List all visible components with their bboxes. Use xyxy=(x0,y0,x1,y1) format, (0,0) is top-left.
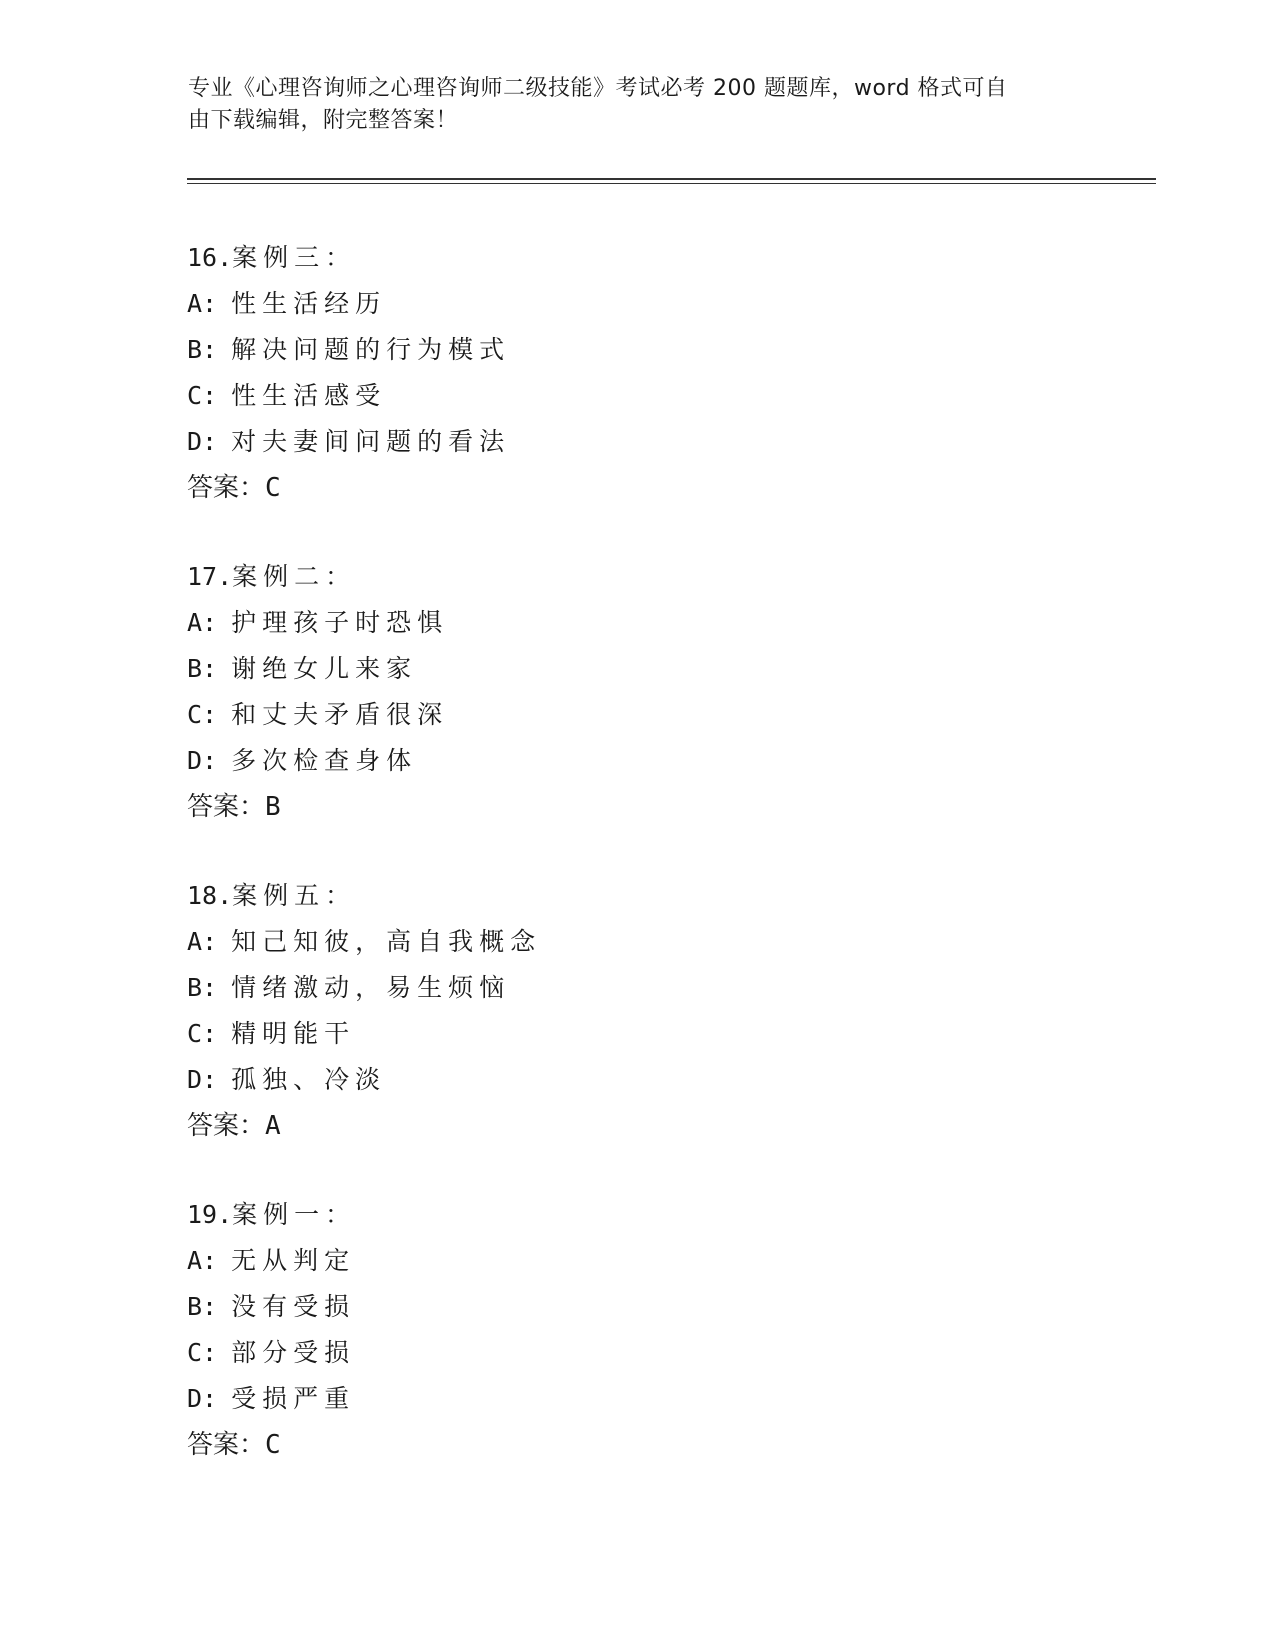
option-b xyxy=(187,327,1087,373)
option-text: 谢绝女儿来家 xyxy=(231,654,418,683)
option-letter: B: xyxy=(187,654,218,683)
option-c xyxy=(187,692,1087,738)
option-letter: A: xyxy=(187,927,218,956)
option-b xyxy=(187,646,1087,692)
option-letter: B: xyxy=(187,335,218,364)
option-letter: C: xyxy=(187,381,218,410)
question-text: 案例一： xyxy=(232,1200,357,1229)
option-text: 精明能干 xyxy=(231,1019,356,1048)
answer-label: 答案： xyxy=(187,792,266,822)
answer-line xyxy=(187,465,1087,511)
option-c xyxy=(187,373,1087,419)
answer-value: B xyxy=(265,792,281,822)
option-text: 和丈夫矛盾很深 xyxy=(231,700,449,729)
option-text: 解决问题的行为模式 xyxy=(231,335,511,364)
option-letter: A: xyxy=(187,289,218,318)
answer-label: 答案： xyxy=(187,473,266,503)
option-text: 部分受损 xyxy=(231,1338,356,1367)
option-text: 受损严重 xyxy=(231,1384,356,1413)
option-letter: C: xyxy=(187,1338,218,1367)
option-letter: D: xyxy=(187,746,218,775)
option-text: 没有受损 xyxy=(231,1292,356,1321)
question-number: 18. xyxy=(187,881,233,910)
option-text: 多次检查身体 xyxy=(231,746,418,775)
option-letter: B: xyxy=(187,1292,218,1321)
header-divider-thick xyxy=(187,178,1156,180)
option-text: 孤独、冷淡 xyxy=(231,1065,387,1094)
option-a xyxy=(187,281,1087,327)
option-d xyxy=(187,738,1087,784)
option-text: 性生活经历 xyxy=(231,289,387,318)
option-letter: B: xyxy=(187,973,218,1002)
question-list xyxy=(187,235,1087,1511)
question-text: 案例三： xyxy=(232,243,357,272)
question-title xyxy=(187,235,1087,281)
answer-line xyxy=(187,1422,1087,1468)
answer-value: C xyxy=(265,473,281,503)
option-text: 无从判定 xyxy=(231,1246,356,1275)
option-d xyxy=(187,1376,1087,1422)
question-text: 案例二： xyxy=(232,562,357,591)
option-letter: D: xyxy=(187,427,218,456)
question-number: 17. xyxy=(187,562,233,591)
question-16 xyxy=(187,235,1087,511)
question-18 xyxy=(187,873,1087,1149)
option-a xyxy=(187,600,1087,646)
option-c xyxy=(187,1330,1087,1376)
option-letter: A: xyxy=(187,1246,218,1275)
question-number: 16. xyxy=(187,243,233,272)
answer-value: A xyxy=(265,1111,281,1141)
option-letter: D: xyxy=(187,1384,218,1413)
option-c xyxy=(187,1011,1087,1057)
answer-value: C xyxy=(265,1430,281,1460)
answer-label: 答案： xyxy=(187,1430,266,1460)
option-a xyxy=(187,919,1087,965)
option-d xyxy=(187,1057,1087,1103)
option-d xyxy=(187,419,1087,465)
option-letter: C: xyxy=(187,1019,218,1048)
option-letter: A: xyxy=(187,608,218,637)
answer-label: 答案： xyxy=(187,1111,266,1141)
answer-line xyxy=(187,1103,1087,1149)
question-title xyxy=(187,1192,1087,1238)
header-divider-thin xyxy=(187,183,1156,184)
question-title xyxy=(187,873,1087,919)
option-text: 知己知彼，高自我概念 xyxy=(231,927,542,956)
option-text: 护理孩子时恐惧 xyxy=(231,608,449,637)
question-text: 案例五： xyxy=(232,881,357,910)
option-b xyxy=(187,1284,1087,1330)
option-a xyxy=(187,1238,1087,1284)
option-letter: C: xyxy=(187,700,218,729)
option-letter: D: xyxy=(187,1065,218,1094)
document-header xyxy=(188,73,1068,137)
option-b xyxy=(187,965,1087,1011)
question-19 xyxy=(187,1192,1087,1468)
question-title xyxy=(187,554,1087,600)
header-line-2: 由下载编辑，附完整答案！ xyxy=(188,108,459,133)
option-text: 对夫妻间问题的看法 xyxy=(231,427,511,456)
question-number: 19. xyxy=(187,1200,233,1229)
question-17 xyxy=(187,554,1087,830)
header-line-1: 专业《心理咨询师之心理咨询师二级技能》考试必考 200 题题库，word 格式可自 xyxy=(188,76,1008,101)
option-text: 性生活感受 xyxy=(231,381,387,410)
answer-line xyxy=(187,784,1087,830)
option-text: 情绪激动，易生烦恼 xyxy=(231,973,511,1002)
